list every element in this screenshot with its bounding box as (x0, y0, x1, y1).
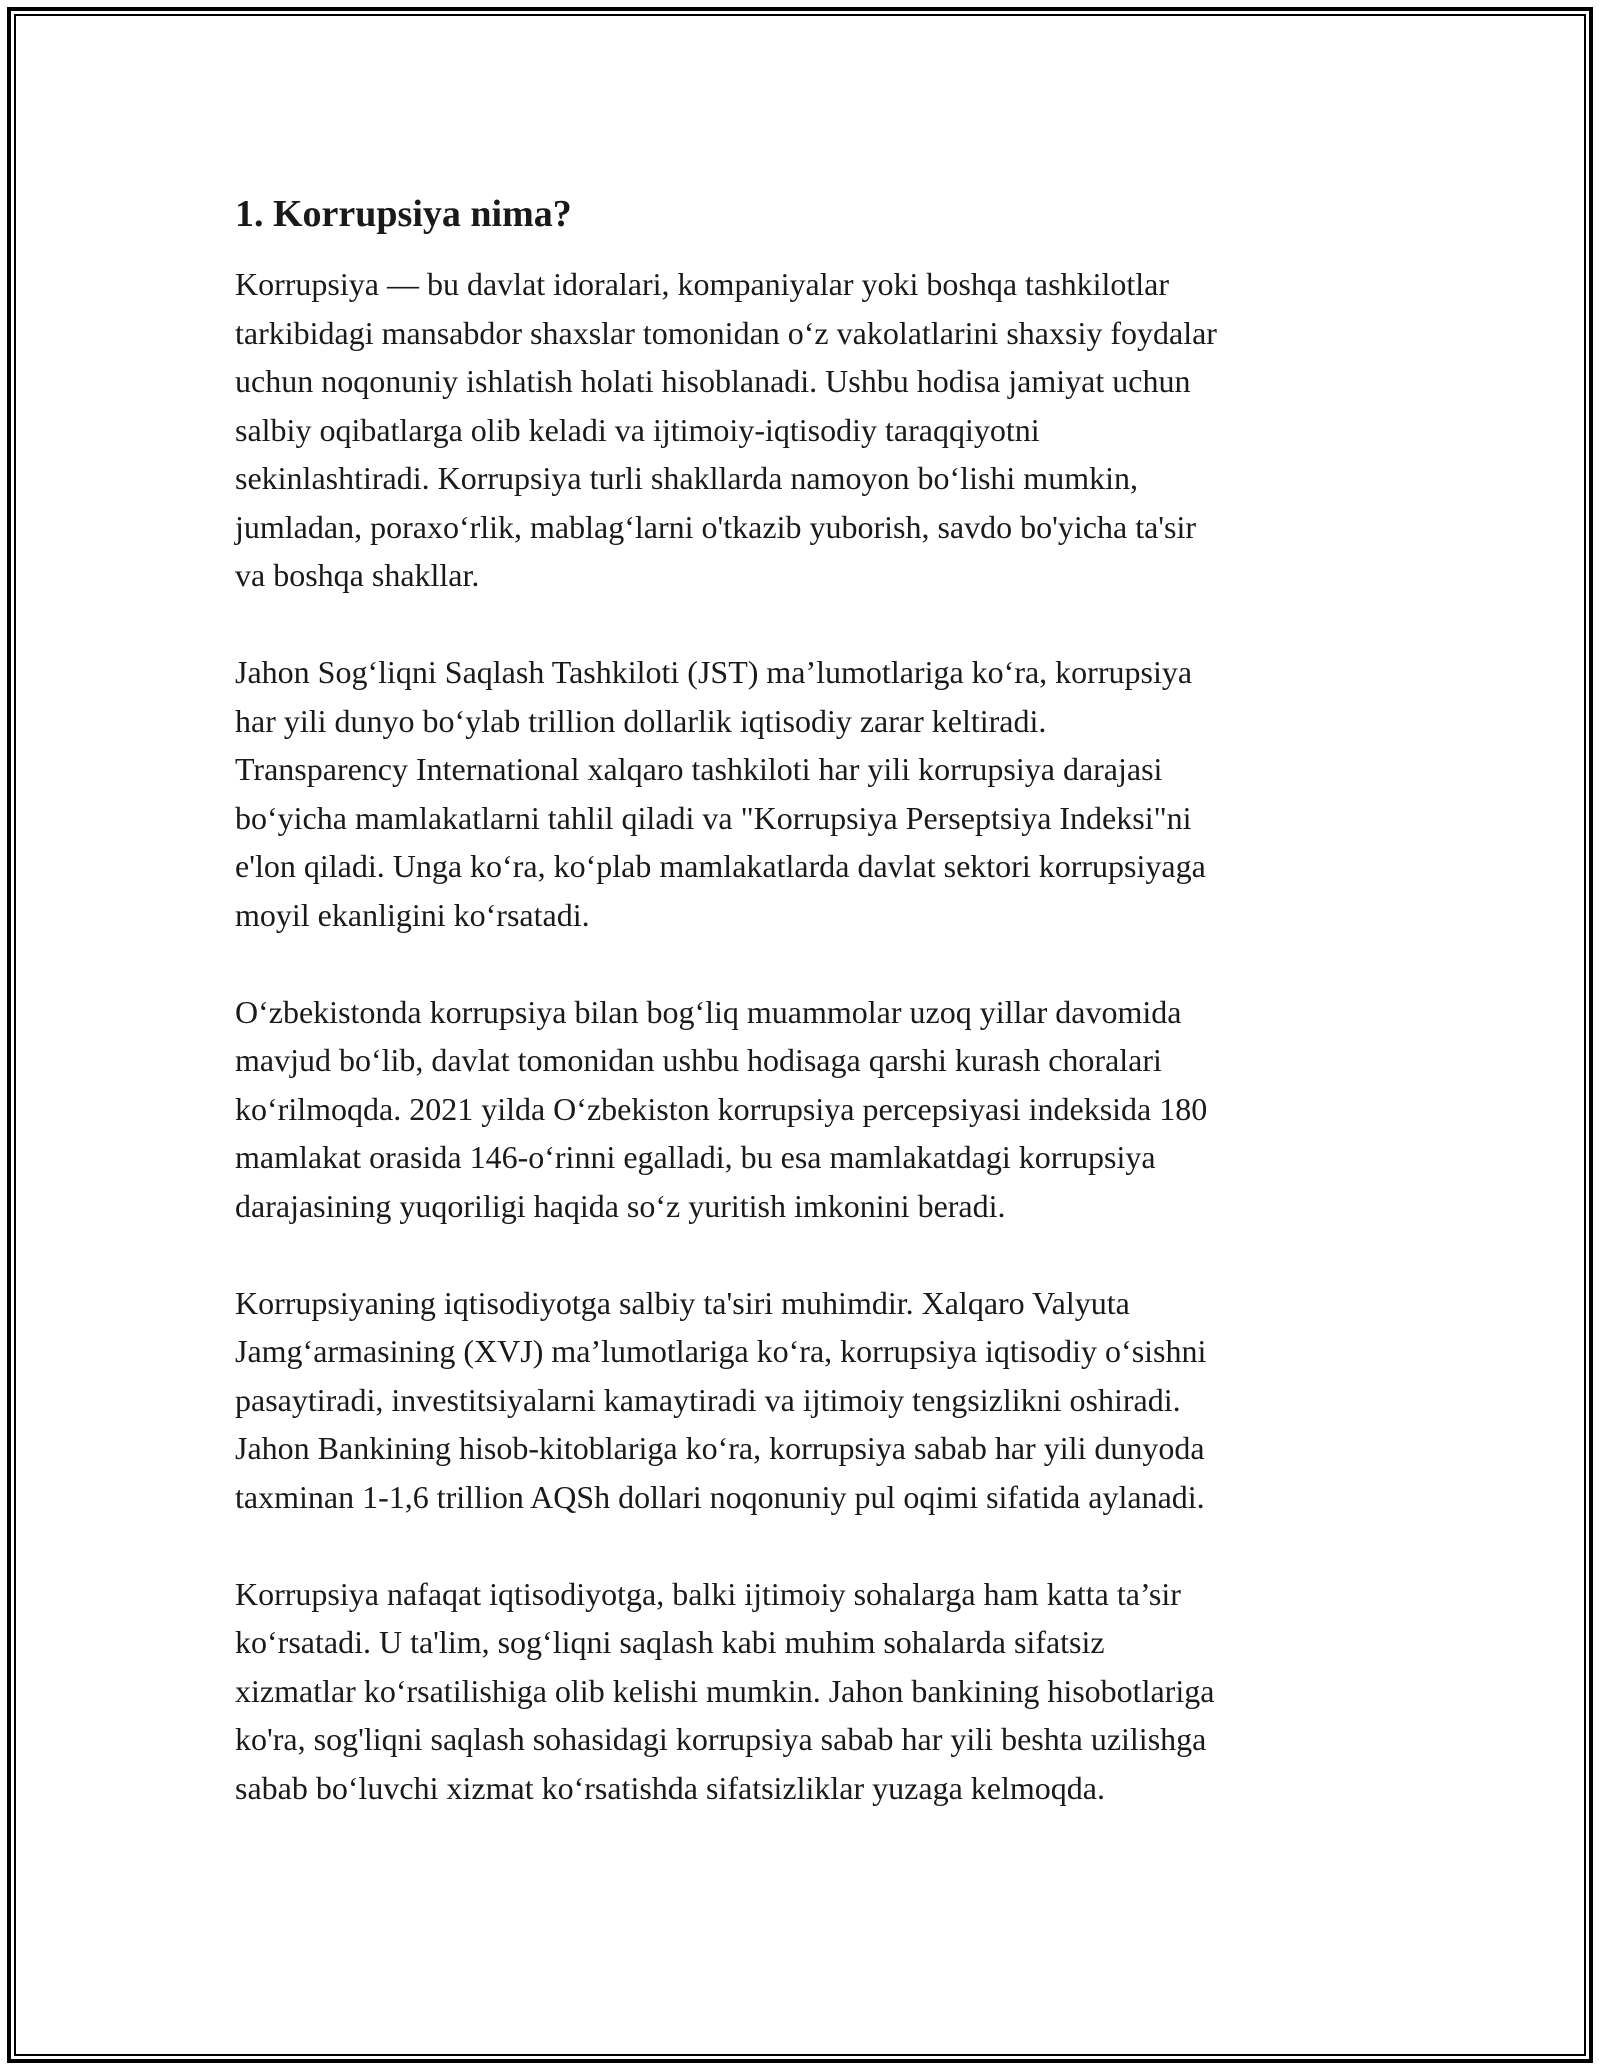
paragraph-definition: Korrupsiya — bu davlat idoralari, kompaniyalar yoki boshqa tashkilotlar tarkibidagi mansabdor shaxslar tomonidan o‘z vakolatlarini shaxsiy foydalar uchun noqonuniy ishlatish holati hisoblanadi. Ushbu hodisa jamiyat uchun salbiy oqibatlarga olib keladi va ijtimoiy-iqtisodiy taraqqiyotni sekinlashtiradi. Korrupsiya turli shakllarda namoyon bo‘lishi mumkin, jumladan, poraxo‘rlik, mablag‘larni o'tkazib yuborish, savdo bo'yicha ta'sir va boshqa shakllar. (235, 266, 1217, 593)
paragraph-economic-impact: Korrupsiyaning iqtisodiyotga salbiy ta'siri muhimdir. Xalqaro Valyuta Jamg‘armasining (XVJ) ma’lumotlariga ko‘ra, korrupsiya iqtisodiy o‘sishni pasaytiradi, investitsiyalarni kamaytiradi va ijtimoiy tengsizlikni oshiradi. Jahon Bankining hisob-kitoblariga ko‘ra, korrupsiya sabab har yili dunyoda taxminan 1-1,6 trillion AQSh dollari noqonuniy pul oqimi sifatida aylanadi. (235, 1284, 1207, 1515)
document-body (235, 186, 1370, 1861)
paragraph-global-stats: Jahon Sog‘liqni Saqlash Tashkiloti (JST) ma’lumotlariga ko‘ra, korrupsiya har yili dunyo bo‘ylab trillion dollarlik iqtisodiy zarar keltiradi. Transparency International xalqaro tashkiloti har yili korrupsiya darajasi bo‘yicha mamlakatlarni tahlil qiladi va "Korrupsiya Perseptsiya Indeksi"ni e'lon qiladi. Unga ko‘ra, ko‘plab mamlakatlarda davlat sektori korrupsiyaga moyil ekanligini ko‘rsatadi. (235, 654, 1206, 933)
paragraph-social-impact: Korrupsiya nafaqat iqtisodiyotga, balki ijtimoiy sohalarga ham katta ta’sir ko‘rsatadi. U ta'lim, sog‘liqni saqlash kabi muhim sohalarda sifatsiz xizmatlar ko‘rsatilishiga olib kelishi mumkin. Jahon bankining hisobotlariga ko'ra, sog'liqni saqlash sohasidagi korrupsiya sabab har yili beshta uzilishga sabab bo‘luvchi xizmat ko‘rsatishda sifatsizliklar yuzaga kelmoqda. (235, 1575, 1215, 1806)
paragraph-uzbekistan: O‘zbekistonda korrupsiya bilan bog‘liq muammolar uzoq yillar davomida mavjud bo‘lib, davlat tomonidan ushbu hodisaga qarshi kurash choralari ko‘rilmoqda. 2021 yilda O‘zbekiston korrupsiya percepsiyasi indeksida 180 mamlakat orasida 146-o‘rinni egalladi, bu esa mamlakatdagi korrupsiya darajasining yuqoriligi haqida so‘z yuritish imkonini beradi. (235, 993, 1208, 1224)
section-title: 1. Korrupsiya nima? (235, 193, 572, 235)
